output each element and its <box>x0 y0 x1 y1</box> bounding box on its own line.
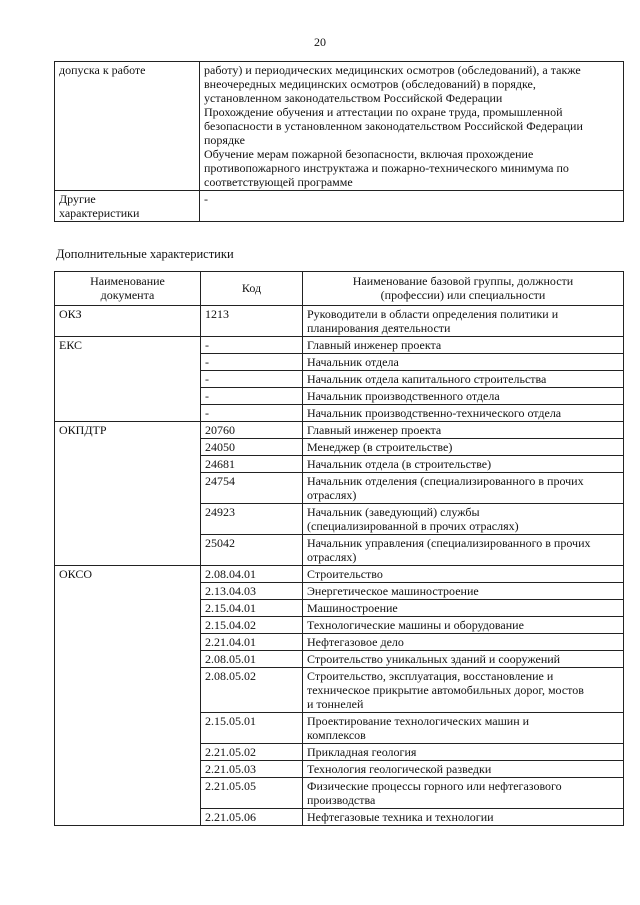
code-cell: - <box>201 405 303 422</box>
occupation-name-cell <box>303 337 624 354</box>
requirements-table <box>54 61 624 222</box>
code-cell: 20760 <box>201 422 303 439</box>
occupation-name-cell <box>303 744 624 761</box>
additional-characteristics-table <box>54 271 624 826</box>
occupation-name-cell <box>303 583 624 600</box>
occupation-name-cell <box>303 566 624 583</box>
text-line: Строительство уникальных зданий и сооружений <box>307 652 561 666</box>
text-line: документа <box>100 288 155 302</box>
code-cell: 24050 <box>201 439 303 456</box>
text-line: безопасности в установленном законодательством Российской Федерации <box>204 119 583 133</box>
document-cell: ОКСО <box>55 566 201 826</box>
occupation-name-cell <box>303 371 624 388</box>
text-line: Начальник (заведующий) службы <box>307 505 480 519</box>
text-line: отраслях) <box>307 550 357 564</box>
code-cell: 25042 <box>201 535 303 566</box>
table-row <box>55 566 624 583</box>
text-line: Менеджер (в строительстве) <box>307 440 453 454</box>
occupation-name-cell <box>303 439 624 456</box>
text-line: Наименование базовой группы, должности <box>352 274 574 288</box>
occupation-name-cell <box>303 306 624 337</box>
occupation-name-cell <box>303 422 624 439</box>
occupation-name-cell <box>303 535 624 566</box>
code-cell: 24923 <box>201 504 303 535</box>
text-line: Технология геологической разведки <box>307 762 492 776</box>
text-line: Начальник производственного отдела <box>307 389 500 403</box>
text-line: Главный инженер проекта <box>307 423 442 437</box>
occupation-name-cell <box>303 388 624 405</box>
occupation-name-cell <box>303 354 624 371</box>
text-line: Нефтегазовые техника и технологии <box>307 810 494 824</box>
table-row <box>55 422 624 439</box>
code-cell: 24754 <box>201 473 303 504</box>
header-row <box>55 272 624 306</box>
text-line: противопожарного инструктажа и пожарно-технического минимума по <box>204 161 569 175</box>
column-header-name <box>303 272 624 306</box>
occupation-name-cell <box>303 504 624 535</box>
text-line: Строительство, эксплуатация, восстановление и <box>307 669 554 683</box>
code-cell: - <box>201 371 303 388</box>
document-cell: ОКЗ <box>55 306 201 337</box>
text-line: комплексов <box>307 728 366 742</box>
code-cell: 2.21.05.02 <box>201 744 303 761</box>
text-line: характеристики <box>59 206 140 220</box>
code-cell: 2.21.05.06 <box>201 809 303 826</box>
occupation-name-cell <box>303 405 624 422</box>
text-line: Проектирование технологических машин и <box>307 714 530 728</box>
code-cell: 1213 <box>201 306 303 337</box>
text-line: Руководители в области определения политики и <box>307 307 559 321</box>
page-number: 20 <box>314 35 326 49</box>
text-line: Наименование <box>90 274 165 288</box>
code-cell: 24681 <box>201 456 303 473</box>
text-line: Строительство <box>307 567 383 581</box>
text-line: Прикладная геология <box>307 745 417 759</box>
occupation-name-cell <box>303 761 624 778</box>
text-line: Нефтегазовое дело <box>307 635 404 649</box>
characteristic-value <box>200 62 624 191</box>
code-cell: 2.08.05.01 <box>201 651 303 668</box>
code-cell: 2.15.04.01 <box>201 600 303 617</box>
text-line: Начальник отдела <box>307 355 399 369</box>
table-row <box>55 337 624 354</box>
occupation-name-cell <box>303 456 624 473</box>
text-line: Физические процессы горного или нефтегазового <box>307 779 562 793</box>
occupation-name-cell <box>303 778 624 809</box>
text-line: техническое прикрытие автомобильных дорог, мостов <box>307 683 584 697</box>
code-cell: 2.08.05.02 <box>201 668 303 713</box>
text-line: и тоннелей <box>307 697 364 711</box>
text-line: соответствующей программе <box>204 175 353 189</box>
text-line: Начальник отдела капитального строительства <box>307 372 547 386</box>
text-line: Другие <box>59 192 96 206</box>
code-cell: 2.21.05.05 <box>201 778 303 809</box>
text-line: Начальник производственно-технического отдела <box>307 406 562 420</box>
text-line: производства <box>307 793 376 807</box>
code-cell: 2.15.05.01 <box>201 713 303 744</box>
code-cell: - <box>201 337 303 354</box>
text-line: порядке <box>204 133 245 147</box>
text-line: Код <box>241 281 262 295</box>
text-line: Главный инженер проекта <box>307 338 442 352</box>
section-title: Дополнительные характеристики <box>56 247 234 261</box>
table-row <box>55 62 624 191</box>
text-line: Технологические машины и оборудование <box>307 618 524 632</box>
characteristic-value <box>200 191 624 222</box>
text-line: Начальник отдела (в строительстве) <box>307 457 492 471</box>
characteristic-name: допуска к работе <box>55 62 200 191</box>
occupation-name-cell <box>303 617 624 634</box>
text-line: (профессии) или специальности <box>380 288 546 302</box>
table-row <box>55 306 624 337</box>
text-line: планирования деятельности <box>307 321 451 335</box>
code-cell: 2.13.04.03 <box>201 583 303 600</box>
text-line: Обучение мерам пожарной безопасности, включая прохождение <box>204 147 534 161</box>
column-header-code <box>201 272 303 306</box>
occupation-name-cell <box>303 668 624 713</box>
text-line: Машиностроение <box>307 601 398 615</box>
table-body <box>55 306 624 826</box>
occupation-name-cell <box>303 651 624 668</box>
text-line: работу) и периодических медицинских осмотров (обследований), а также <box>204 63 581 77</box>
occupation-name-cell <box>303 600 624 617</box>
text-line: внеочередных медицинских осмотров (обследований) в порядке, <box>204 77 536 91</box>
occupation-name-cell <box>303 713 624 744</box>
text-line: Начальник управления (специализированного в прочих <box>307 536 591 550</box>
text-line: отраслях) <box>307 488 357 502</box>
text-line: Начальник отделения (специализированного в прочих <box>307 474 584 488</box>
code-cell: 2.15.04.02 <box>201 617 303 634</box>
document-cell: ОКПДТР <box>55 422 201 566</box>
code-cell: 2.21.04.01 <box>201 634 303 651</box>
code-cell: - <box>201 354 303 371</box>
code-cell: - <box>201 388 303 405</box>
column-header-document <box>55 272 201 306</box>
code-cell: 2.21.05.03 <box>201 761 303 778</box>
characteristic-name <box>55 191 200 222</box>
text-line: установленном законодательством Российской Федерации <box>204 91 503 105</box>
occupation-name-cell <box>303 634 624 651</box>
occupation-name-cell <box>303 809 624 826</box>
occupation-name-cell <box>303 473 624 504</box>
text-line: - <box>204 192 208 206</box>
document-cell: ЕКС <box>55 337 201 422</box>
code-cell: 2.08.04.01 <box>201 566 303 583</box>
text-line: Прохождение обучения и аттестации по охране труда, промышленной <box>204 105 563 119</box>
table-row <box>55 191 624 222</box>
text-line: (специализированной в прочих отраслях) <box>307 519 519 533</box>
text-line: Энергетическое машиностроение <box>307 584 479 598</box>
